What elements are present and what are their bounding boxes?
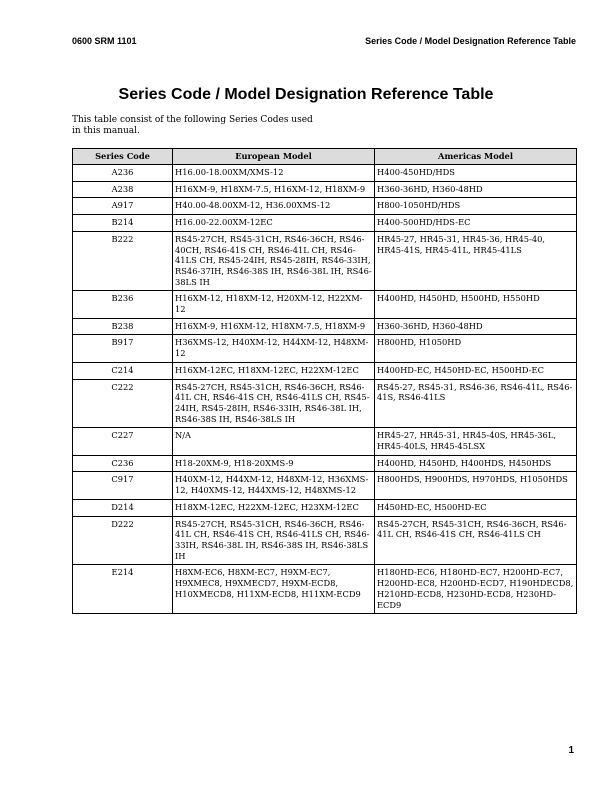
americas-model-cell: H800HD, H1050HD [375,335,577,362]
americas-model-cell: H400HD-EC, H450HD-EC, H500HD-EC [375,362,577,379]
table-row [73,198,577,215]
americas-model-cell: H450HD-EC, H500HD-EC [375,499,577,516]
european-model-cell: H8XM-EC6, H8XM-EC7, H9XM-EC7, H9XMEC8, H9XMECD7, H9XM-ECD8, H10XMECD8, H11XM-ECD8, H11XM-ECD9 [173,565,375,614]
table-row [73,516,577,565]
table-row [73,428,577,455]
series-code-cell: B222 [73,231,173,291]
table-row [73,318,577,335]
european-model-cell: H16.00-22.00XM-12EC [173,215,375,232]
page-number: 1 [568,745,574,756]
table-row [73,565,577,614]
page-title: Series Code / Model Designation Reference Table [118,86,494,103]
americas-model-cell: H400-450HD/HDS [375,165,577,182]
series-code-cell: A238 [73,181,173,198]
americas-model-cell: H400HD, H450HD, H500HD, H550HD [375,291,577,318]
series-code-cell: C917 [73,472,173,499]
table-row [73,362,577,379]
european-model-cell: RS45-27CH, RS45-31CH, RS46-36CH, RS46-41L CH, RS46-41S CH, RS46-41LS CH, RS46-33IH, RS46-38L IH, RS46-38S IH, RS46-38LS IH [173,516,375,565]
column-header-series-code: Series Code [73,149,173,165]
table-row [73,472,577,499]
table-row [73,379,577,428]
european-model-cell: H36XMS-12, H40XM-12, H44XM-12, H48XM-12 [173,335,375,362]
table-row [73,231,577,291]
americas-model-cell: HR45-27, HR45-31, HR45-40S, HR45-36L, HR45-40LS, HR45-45LSX [375,428,577,455]
european-model-cell: H16.00-18.00XM/XMS-12 [173,165,375,182]
table-row [73,455,577,472]
series-code-cell: B238 [73,318,173,335]
americas-model-cell: H400HD, H450HD, H400HDS, H450HDS [375,455,577,472]
americas-model-cell: RS45-27CH, RS45-31CH, RS46-36CH, RS46-41L CH, RS46-41S CH, RS46-41LS CH [375,516,577,565]
european-model-cell: H40XM-12, H44XM-12, H48XM-12, H36XMS-12, H40XMS-12, H44XMS-12, H48XMS-12 [173,472,375,499]
european-model-cell: H16XM-12EC, H18XM-12EC, H22XM-12EC [173,362,375,379]
european-model-cell: RS45-27CH, RS45-31CH, RS46-36CH, RS46-40CH, RS46-41S CH, RS46-41L CH, RS46-41LS CH, RS45-24IH, RS45-28IH, RS46-33IH, RS46-37IH, RS46-38S IH, RS46-38L IH, RS46-38LS IH [173,231,375,291]
series-code-cell: A917 [73,198,173,215]
americas-model-cell: H800-1050HD/HDS [375,198,577,215]
table-row [73,181,577,198]
series-code-cell: B917 [73,335,173,362]
series-code-cell: A236 [73,165,173,182]
european-model-cell: H16XM-9, H18XM-7.5, H16XM-12, H18XM-9 [173,181,375,198]
series-code-cell: D222 [73,516,173,565]
series-code-cell: B236 [73,291,173,318]
european-model-cell: RS45-27CH, RS45-31CH, RS46-36CH, RS46-41L CH, RS46-41S CH, RS46-41LS CH, RS45-24IH, RS45-28IH, RS46-33IH, RS46-38L IH, RS46-38S IH, RS46-38LS IH [173,379,375,428]
americas-model-cell: H800HDS, H900HDS, H970HDS, H1050HDS [375,472,577,499]
table-row [73,215,577,232]
european-model-cell: H18XM-12EC, H22XM-12EC, H23XM-12EC [173,499,375,516]
european-model-cell: H16XM-12, H18XM-12, H20XM-12, H22XM-12 [173,291,375,318]
series-code-cell: D214 [73,499,173,516]
series-code-cell: C214 [73,362,173,379]
table-header-row [73,149,577,165]
americas-model-cell: H360-36HD, H360-48HD [375,318,577,335]
column-header-european-model: European Model [173,149,375,165]
european-model-cell: H18-20XM-9, H18-20XMS-9 [173,455,375,472]
european-model-cell: N/A [173,428,375,455]
table-row [73,335,577,362]
series-code-cell: E214 [73,565,173,614]
header-section-title: Series Code / Model Designation Reference Table [365,36,576,46]
european-model-cell: H16XM-9, H16XM-12, H18XM-7.5, H18XM-9 [173,318,375,335]
americas-model-cell: RS45-27, RS45-31, RS46-36, RS46-41L, RS46-41S, RS46-41LS [375,379,577,428]
table-row [73,291,577,318]
table-row [73,165,577,182]
table-row [73,499,577,516]
intro-text: This table consist of the following Series Codes used in this manual. [72,115,313,136]
americas-model-cell: HR45-27, HR45-31, HR45-36, HR45-40, HR45-41S, HR45-41L, HR45-41LS [375,231,577,291]
americas-model-cell: H400-500HD/HDS-EC [375,215,577,232]
series-code-cell: C227 [73,428,173,455]
series-code-cell: C222 [73,379,173,428]
americas-model-cell: H180HD-EC6, H180HD-EC7, H200HD-EC7, H200HD-EC8, H200HD-ECD7, H190HDECD8, H210HD-ECD8, H230HD-ECD8, H230HD-ECD9 [375,565,577,614]
column-header-americas-model: Americas Model [375,149,577,165]
header-document-number: 0600 SRM 1101 [72,36,137,46]
americas-model-cell: H360-36HD, H360-48HD [375,181,577,198]
series-code-cell: B214 [73,215,173,232]
european-model-cell: H40.00-48.00XM-12, H36.00XMS-12 [173,198,375,215]
reference-table [72,148,577,614]
series-code-cell: C236 [73,455,173,472]
